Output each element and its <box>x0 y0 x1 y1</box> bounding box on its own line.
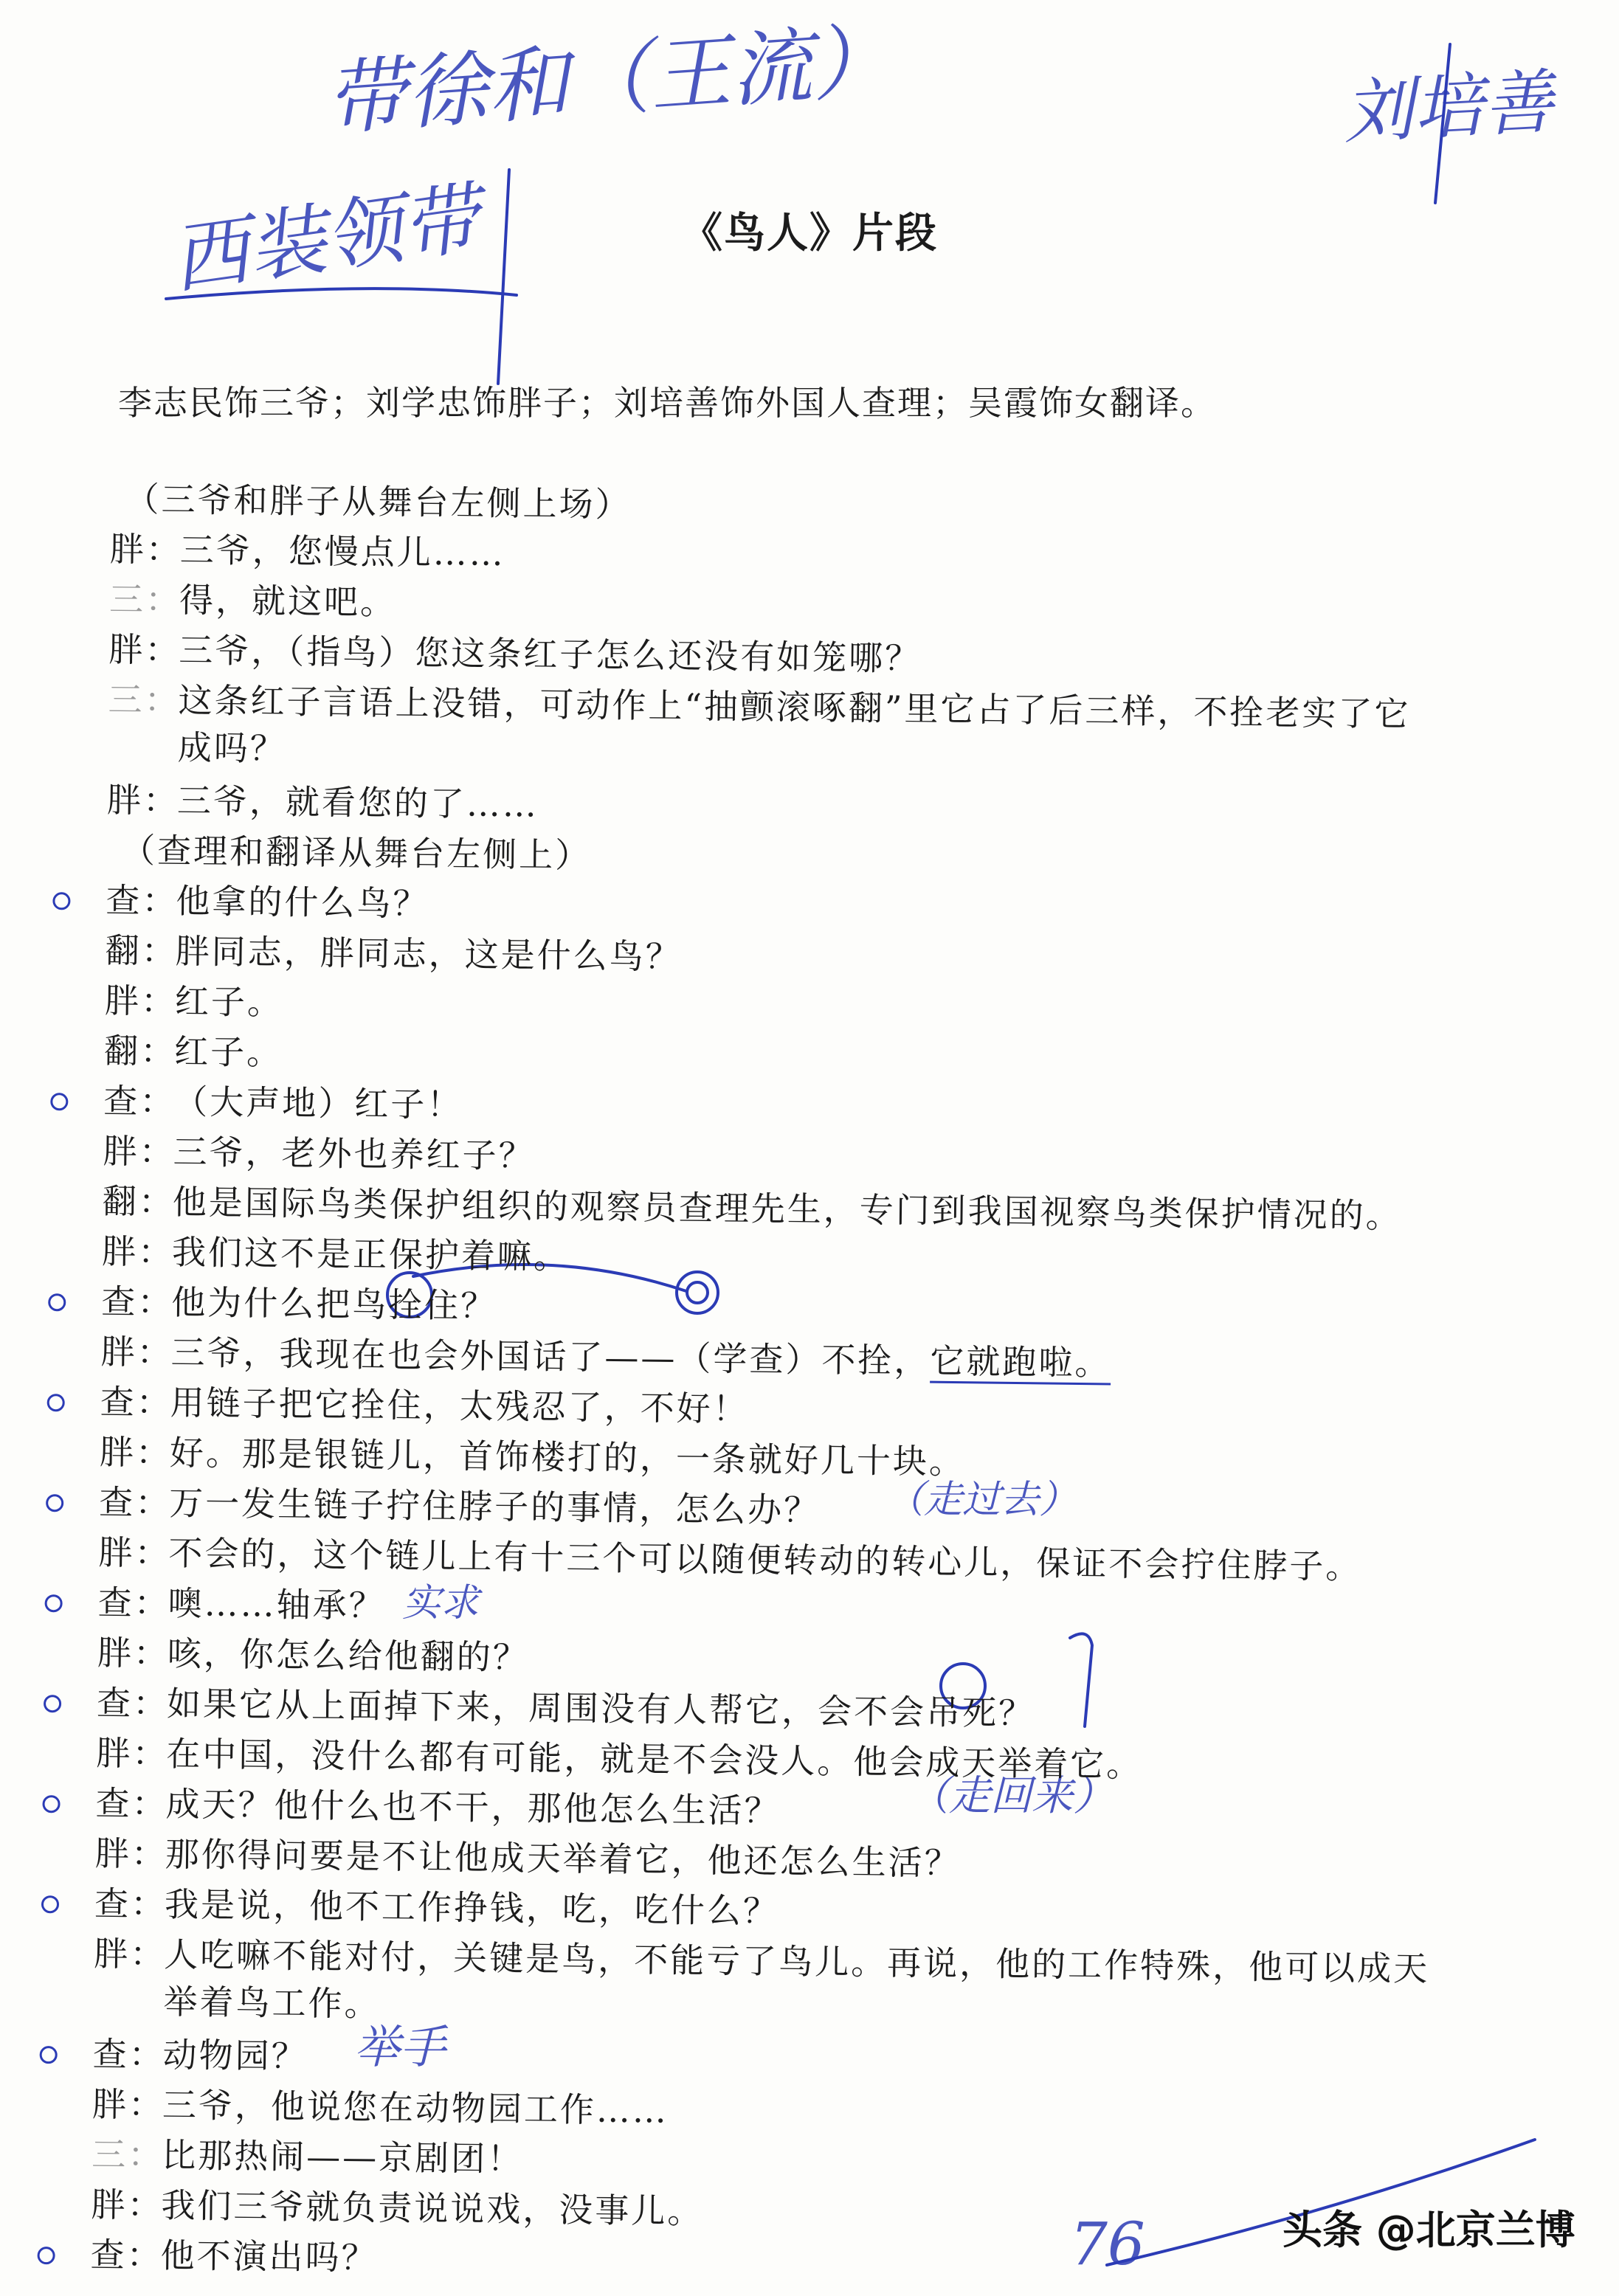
line-text: 不会的，这个链儿上有十三个可以随便转动的转心儿，保证不会拧住脖子。 <box>168 1532 1362 1587</box>
speaker-label: 翻： <box>103 1030 177 1072</box>
speaker-label: 三： <box>91 2134 165 2175</box>
line-text: 比那热闹——京剧团！ <box>161 2134 524 2179</box>
speaker-label: 胖： <box>109 528 183 570</box>
line-text: 三爷，老外也养红子？ <box>173 1132 535 1176</box>
speaker-label: 查： <box>92 2033 166 2075</box>
speaker-label: 胖： <box>101 1231 175 1273</box>
watermark: 头条 @北京兰博 <box>1283 2207 1575 2253</box>
pen-circle-marker-icon <box>46 1494 63 1512</box>
script-body <box>90 474 1550 2296</box>
line-text: 三爷，您慢点儿…… <box>179 530 506 574</box>
speaker-label: 胖： <box>104 980 178 1022</box>
speaker-label: 胖： <box>96 1732 169 1774</box>
speaker-label: 查： <box>95 1782 168 1824</box>
speaker-label: 查： <box>96 1682 170 1724</box>
line-text: 得，就这吧。 <box>179 580 397 623</box>
speaker-label: 胖： <box>100 1331 173 1373</box>
speaker-label: 胖： <box>103 1130 176 1172</box>
handwritten-walk-over: （走过去） <box>886 1478 1078 1522</box>
line-continuation: 成吗？ <box>177 727 287 769</box>
line-text: 人吃嘛不能对付，关键是鸟，不能亏了鸟儿。再说，他的工作特殊，他可以成天 <box>163 1934 1430 1989</box>
line-text: 噢……轴承？ <box>168 1583 385 1626</box>
speaker-label: 胖： <box>92 2084 165 2125</box>
line-text: 三爷，就看您的了…… <box>176 781 539 825</box>
line-text: 这条红子言语上没错，可动作上“抽颤滚啄翻”里它占了后三样，不拴老实了它 <box>178 680 1411 735</box>
line-text: 万一发生链子拧住脖子的事情，怎么办？ <box>168 1482 821 1530</box>
speaker-label: 翻： <box>105 930 178 972</box>
line-text: 我们三爷就负责说说戏，没事儿。 <box>161 2185 704 2232</box>
line-text: （查理和翻译从舞台左侧上） <box>120 830 592 876</box>
speaker-label: 胖： <box>93 1933 167 1974</box>
page-title: 《鸟人》片段 <box>681 210 938 257</box>
speaker-label: 查： <box>94 1883 168 1924</box>
underlined-text: 它就跑啦。 <box>930 1341 1111 1386</box>
speaker-label: 胖： <box>97 1632 170 1674</box>
line-text: 那你得问要是不让他成天举着它，他还怎么生活？ <box>165 1833 962 1884</box>
handwritten-note-top-left: 带徐和（王流） <box>322 13 897 147</box>
speaker-label: 查： <box>100 1381 173 1423</box>
line-text: 他是国际鸟类保护组织的观察员查理先生，专门到我国视察鸟类保护情况的。 <box>172 1182 1403 1236</box>
pen-circle-marker-icon <box>44 1594 62 1612</box>
speaker-label: 翻： <box>102 1180 176 1223</box>
speaker-label: 查： <box>98 1481 172 1524</box>
pen-circle-marker-icon <box>44 1695 61 1712</box>
pen-circle-marker-icon <box>40 2046 58 2064</box>
speaker-label: 胖： <box>99 1431 173 1473</box>
line-text: 红子。 <box>174 981 284 1023</box>
line-text: 三爷，（指鸟）您这条红子怎么还没有如笼哪？ <box>178 630 922 679</box>
line-text: 他为什么把鸟拴住？ <box>170 1282 497 1327</box>
speaker-label: 查： <box>90 2234 163 2275</box>
line-text: 动物园？ <box>162 2034 308 2077</box>
pen-circle-marker-icon <box>42 1795 60 1813</box>
line-text: 成天？他什么也不干，那他怎么生活？ <box>165 1783 781 1831</box>
pen-circle-marker-icon <box>50 1093 68 1110</box>
pen-circle-marker-icon <box>52 892 70 910</box>
line-text: 如果它从上面掉下来，周围没有人帮它，会不会吊死？ <box>166 1683 1035 1734</box>
speaker-label: 胖： <box>106 779 180 821</box>
line-text: 我是说，他不工作挣钱，吃，吃什么？ <box>164 1884 780 1932</box>
speaker-label: 三： <box>108 679 181 721</box>
line-text: 他拿的什么鸟？ <box>176 881 429 924</box>
speaker-label: 胖： <box>91 2184 164 2225</box>
cast-list: 李志民饰三爷；刘学忠饰胖子；刘培善饰外国人查理；吴霞饰女翻译。 <box>118 383 1216 423</box>
speaker-label: 查： <box>97 1582 170 1624</box>
handwritten-name-top-right: 刘培善 <box>1341 61 1556 154</box>
handwritten-costume-note: 西装领带 <box>165 173 486 305</box>
line-text: （三爷和胖子从舞台左侧上场） <box>125 479 632 525</box>
pen-circle-marker-icon <box>48 1293 66 1311</box>
line-text: （大声地）红子！ <box>173 1082 463 1125</box>
line-text: 胖同志，胖同志，这是什么鸟？ <box>175 931 682 977</box>
handwritten-walk-back: （走回来） <box>908 1772 1114 1820</box>
speaker-label: 查： <box>106 879 179 921</box>
speaker-label: 胖： <box>94 1833 168 1874</box>
handwritten-page-number: 76 <box>1070 2210 1145 2278</box>
line-text: 用链子把它拴住，太残忍了，不好！ <box>170 1382 749 1429</box>
pen-circle-marker-icon <box>41 1895 59 1913</box>
speaker-label: 查： <box>103 1080 176 1122</box>
line-text: 咳，你怎么给他翻的？ <box>167 1633 530 1678</box>
line-text: 好。那是银链儿，首饰楼打的，一条就好几十块。 <box>169 1432 966 1482</box>
pen-circle-marker-icon <box>47 1394 65 1411</box>
line-text: 三爷，我现在也会外国话了——（学查）不拴， <box>170 1332 931 1381</box>
handwritten-raise-hand: 举手 <box>354 2020 446 2074</box>
speaker-label: 查： <box>100 1281 174 1323</box>
line-text: 在中国，没什么都有可能，就是不会没人。他会成天举着它。 <box>166 1733 1143 1785</box>
speaker-label: 胖： <box>98 1532 171 1574</box>
line-text: 三爷，他说您在动物园工作…… <box>162 2084 669 2131</box>
line-text: 我们这不是正保护着嘛。 <box>171 1232 570 1277</box>
speaker-label: 三： <box>108 578 182 620</box>
pen-circle-marker-icon <box>37 2247 55 2264</box>
speaker-label: 胖： <box>108 629 182 671</box>
line-continuation: 举着鸟工作。 <box>163 1981 381 2024</box>
line-text: 红子。 <box>173 1031 283 1073</box>
handwritten-note: 实求 <box>402 1581 480 1625</box>
line-text: 他不演出吗？ <box>160 2235 378 2278</box>
